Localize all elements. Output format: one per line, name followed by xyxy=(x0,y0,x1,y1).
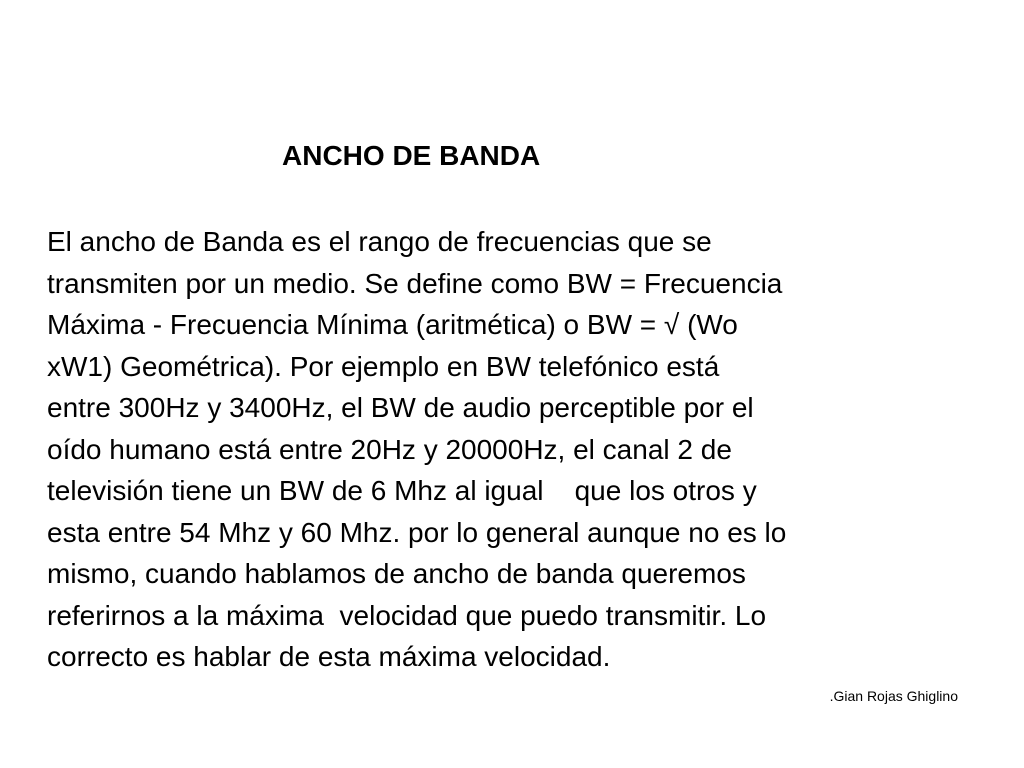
slide-title: ANCHO DE BANDA xyxy=(282,140,541,171)
body-line: El ancho de Banda es el rango de frecuencias que se xyxy=(47,226,712,257)
body-line: televisión tiene un BW de 6 Mhz al igual que los otros y xyxy=(47,475,757,506)
body-line: entre 300Hz y 3400Hz, el BW de audio perceptible por el xyxy=(47,392,754,423)
body-line: xW1) Geométrica). Por ejemplo en BW telefónico está xyxy=(47,350,720,382)
body-paragraph xyxy=(47,221,977,678)
body-line: referirnos a la máxima velocidad que puedo transmitir. Lo xyxy=(47,599,767,631)
body-line: oído humano está entre 20Hz y 20000Hz, el canal 2 de xyxy=(47,433,732,465)
body-line: transmiten por un medio. Se define como BW = Frecuencia xyxy=(47,267,783,299)
author-credit: .Gian Rojas Ghiglino xyxy=(829,688,958,704)
body-line: Máxima - Frecuencia Mínima (aritmética) o BW = √ (Wo xyxy=(47,309,738,340)
body-line: correcto es hablar de esta máxima velocidad. xyxy=(47,641,611,672)
body-line: esta entre 54 Mhz y 60 Mhz. por lo general aunque no es lo xyxy=(47,516,787,548)
body-line: mismo, cuando hablamos de ancho de banda queremos xyxy=(47,558,746,589)
